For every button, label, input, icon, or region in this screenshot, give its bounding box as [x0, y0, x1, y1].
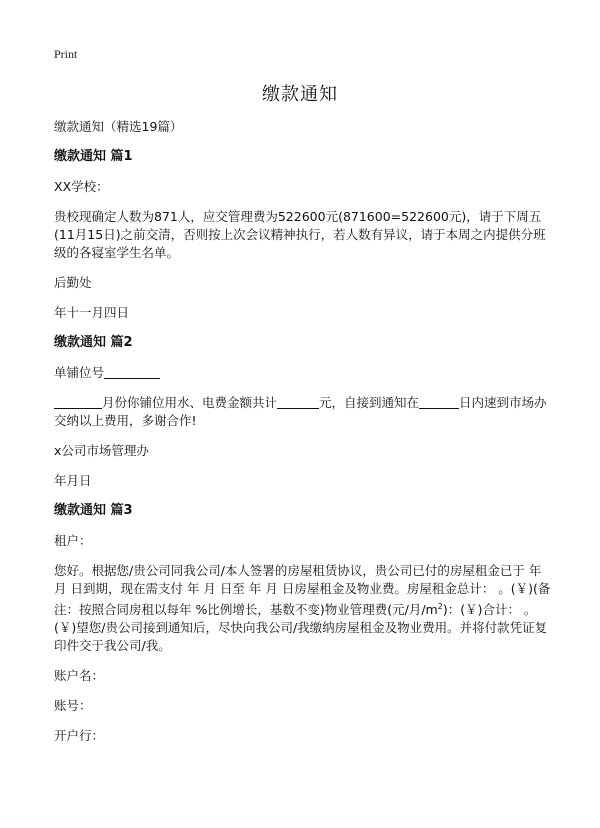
square-meter-superscript: 2	[437, 602, 443, 611]
section-2-date: 年月日	[54, 473, 92, 488]
section-3-body-part2: )：(￥)合计： 。(￥)望您/贵公司接到通知后，尽快向我公司/我缴纳房屋租金及物业费用。并将付款凭证复印件交于我公司/我。	[54, 602, 548, 654]
section-1-body: 贵校现确定人数为871人，应交管理费为522600元(871600=522600元)，请于下周五(11月15日)之前交清，否则按上次会议精神执行，若人数有异议，请于本周之内提供分班级的各寝室学生名单。	[54, 209, 546, 260]
section-1-signer: 后勤处	[54, 275, 92, 290]
section-2-body-part1: 月份你铺位用水、电费金额共计	[102, 395, 278, 410]
account-name-label: 账户名：	[54, 668, 105, 684]
days-blank	[419, 394, 459, 409]
bank-label: 开户行：	[54, 728, 105, 744]
section-1-heading: 缴款通知 篇1	[54, 149, 133, 164]
section-3-body-part1: 您好。根据您/贵公司同我公司/本人签署的房屋租赁协议，贵公司已付的房屋租金已于 年 月 日到期，现在需支付 年 月 日至 年 月 日房屋租金及物业费。房屋租金总计： 。(￥)(备注：按照合同房租以每年 %比例增长，基数不变)物业管理费(元/月/m	[54, 563, 551, 618]
section-2-heading: 缴款通知 篇2	[54, 335, 133, 350]
section-2-body	[54, 394, 554, 430]
document-title: 缴款通知	[262, 84, 338, 105]
account-number-label: 账号：	[54, 698, 92, 714]
section-2-body-part2: 元，自接到通知在	[319, 395, 420, 410]
section-3-recipient: 租户：	[54, 533, 92, 548]
document-content	[54, 118, 554, 757]
section-1-date: 年十一月四日	[54, 305, 130, 320]
shop-number-blank	[104, 364, 160, 379]
section-3-heading: 缴款通知 篇3	[54, 503, 133, 518]
section-1-recipient: XX学校：	[54, 179, 109, 194]
section-2-signer: x公司市场管理办	[54, 443, 149, 458]
section-2-body-part3: 日内速到市场办交纳以上费用，多谢合作!	[54, 395, 547, 428]
amount-blank	[277, 394, 319, 409]
print-link[interactable]: Print	[54, 47, 78, 61]
section-3-body	[54, 562, 554, 655]
section-2-shop-line	[54, 364, 554, 382]
month-blank	[54, 394, 102, 409]
document-subtitle: 缴款通知（精选19篇）	[54, 119, 183, 134]
shop-number-label: 单铺位号	[54, 365, 105, 380]
